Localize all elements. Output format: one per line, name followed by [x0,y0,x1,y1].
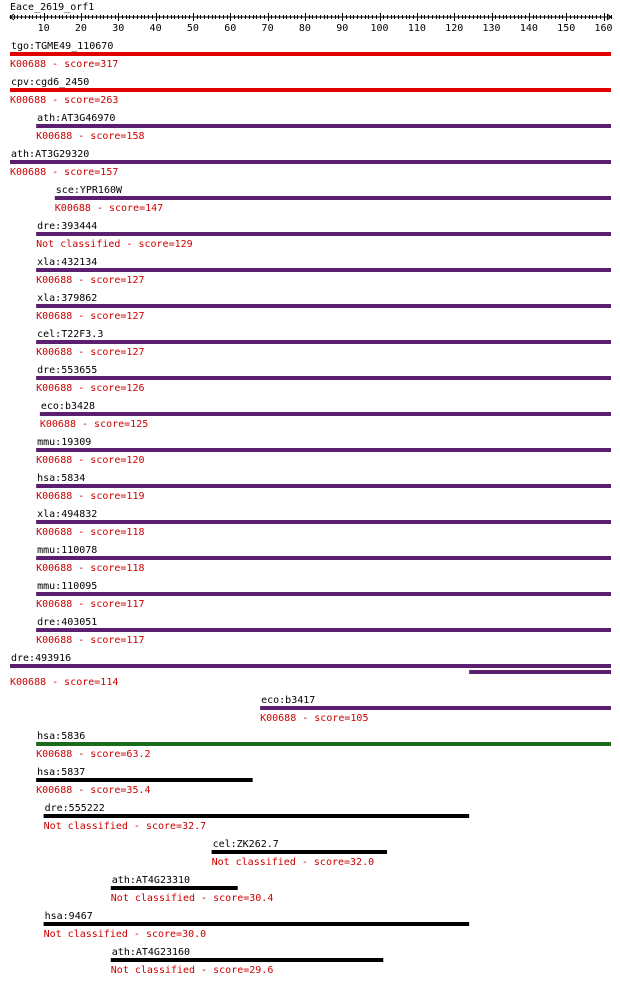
hit-row [36,221,611,250]
hit-row [36,113,611,142]
hit-row [40,401,611,430]
hit-bar[interactable] [36,556,611,560]
hit-row [36,473,611,502]
hit-label[interactable]: K00688 - score=118 [36,527,145,538]
hit-label[interactable]: K00688 - score=125 [39,419,149,430]
hit-row [36,257,611,286]
hit-bar[interactable] [36,232,611,236]
hit-name[interactable]: dre:403051 [37,617,98,628]
hit-name[interactable]: sce:YPR160W [55,185,123,196]
ruler-tick-label: 10 [37,23,50,34]
ruler-tick-label: 160 [594,23,613,34]
hit-bar[interactable] [10,88,611,92]
hit-name[interactable]: mmu:19309 [37,437,92,448]
hit-row [10,149,611,178]
hit-label[interactable]: K00688 - score=117 [36,599,145,610]
hit-row [44,911,470,940]
ruler-tick-label: 130 [482,23,501,34]
hit-name[interactable]: hsa:5834 [37,473,86,484]
hit-label[interactable]: K00688 - score=105 [260,713,369,724]
hit-row [10,41,611,70]
hit-bar[interactable] [44,922,470,926]
hit-label[interactable]: K00688 - score=127 [36,347,145,358]
hit-name[interactable]: xla:432134 [37,257,98,268]
ruler-tick-label: 70 [261,23,274,34]
hit-label[interactable]: K00688 - score=126 [36,383,145,394]
hit-label[interactable]: K00688 - score=158 [36,131,145,142]
hit-bar[interactable] [36,778,253,782]
hit-label[interactable]: K00688 - score=117 [36,635,145,646]
hit-row [36,329,611,358]
hit-name[interactable]: ath:AT3G29320 [11,149,90,160]
ruler-tick-label: 90 [336,23,349,34]
hit-bar[interactable] [10,160,611,164]
hit-bar[interactable] [36,304,611,308]
hit-bar[interactable] [55,196,611,200]
hit-bar[interactable] [36,484,611,488]
hit-name[interactable]: cel:T22F3.3 [37,329,104,340]
hit-name[interactable]: ath:AT4G23160 [111,947,191,958]
hit-name[interactable]: dre:555222 [44,803,105,814]
hit-name[interactable]: eco:b3428 [40,401,96,412]
hit-row [36,293,611,322]
hit-list [10,41,611,976]
hit-name[interactable]: hsa:5836 [37,731,86,742]
hit-bar[interactable] [36,628,611,632]
position-ruler [10,13,613,34]
ruler-tick-label: 20 [74,23,87,34]
hit-name[interactable]: hsa:9467 [44,911,93,922]
hit-name[interactable]: ath:AT3G46970 [37,113,116,124]
hit-label[interactable]: Not classified - score=29.6 [110,965,274,976]
hit-row [36,545,611,574]
hit-label[interactable]: Not classified - score=30.4 [110,893,274,904]
hit-bar[interactable] [212,850,387,854]
hit-name[interactable]: cel:ZK262.7 [212,839,279,850]
hit-bar[interactable] [44,814,470,818]
hit-row [36,731,611,760]
hit-bar[interactable] [40,412,611,416]
hit-label[interactable]: K00688 - score=63.2 [36,749,151,760]
hit-bar[interactable] [260,706,611,710]
ruler-tick-label: 40 [149,23,162,34]
hit-bar[interactable] [36,268,611,272]
ruler-tick-label: 150 [557,23,576,34]
hit-label[interactable]: Not classified - score=30.0 [43,929,207,940]
hit-bar[interactable] [10,52,611,56]
hit-label[interactable]: K00688 - score=157 [10,167,119,178]
hit-bar[interactable] [36,340,611,344]
hit-bar[interactable] [111,886,238,890]
ruler-tick-label: 60 [224,23,237,34]
hit-row [111,875,274,904]
hit-name[interactable]: hsa:5837 [37,767,86,778]
hit-row [44,803,470,832]
hit-label[interactable]: K00688 - score=317 [10,59,119,70]
hit-name[interactable]: xla:494832 [37,509,98,520]
hit-label[interactable]: K00688 - score=263 [10,95,119,106]
hit-name[interactable]: eco:b3417 [261,695,316,706]
hit-row [212,839,387,868]
hit-row [55,185,611,214]
hit-bar[interactable] [36,520,611,524]
hit-bar[interactable] [36,592,611,596]
hit-row [260,695,611,724]
hit-label[interactable]: Not classified - score=32.0 [211,857,375,868]
hit-name[interactable]: mmu:110095 [37,581,98,592]
ruler-tick-label: 110 [407,23,426,34]
ruler-tick-label: 120 [445,23,464,34]
hit-label[interactable]: K00688 - score=35.4 [36,785,151,796]
hit-bar[interactable] [111,958,384,962]
hit-bar[interactable] [36,448,611,452]
hit-name[interactable]: tgo:TGME49_110670 [11,41,114,52]
hit-bar[interactable] [36,742,611,746]
hit-label[interactable]: K00688 - score=119 [36,491,145,502]
hit-row [36,437,611,466]
hit-name[interactable]: dre:493916 [11,653,72,664]
hit-row [111,947,384,976]
hit-label[interactable]: K00688 - score=118 [36,563,145,574]
hit-row [10,653,611,688]
hit-row [36,509,611,538]
hit-label[interactable]: K00688 - score=147 [54,203,164,214]
hit-row [36,365,611,394]
hit-bar[interactable] [10,664,611,668]
ruler-tick-label: 30 [112,23,125,34]
hit-name[interactable]: xla:379862 [37,293,98,304]
hit-name[interactable]: ath:AT4G23310 [111,875,191,886]
query-title: Eace_2619_orf1 [10,2,95,13]
hit-label[interactable]: K00688 - score=127 [36,275,145,286]
hit-name[interactable]: mmu:110078 [37,545,98,556]
hit-label[interactable]: Not classified - score=129 [36,239,193,250]
ruler-tick-label: 140 [519,23,538,34]
hit-label[interactable]: K00688 - score=114 [10,677,119,688]
ruler-tick-label: 50 [186,23,199,34]
hit-label[interactable]: Not classified - score=32.7 [43,821,207,832]
ruler-tick-label: 100 [370,23,389,34]
hit-name[interactable]: dre:553655 [37,365,98,376]
hit-label[interactable]: K00688 - score=127 [36,311,145,322]
hit-bar[interactable] [36,376,611,380]
hit-name[interactable]: dre:393444 [37,221,98,232]
hit-bar-secondary[interactable] [469,670,611,674]
hit-row [10,77,611,106]
hit-row [36,617,611,646]
hit-row [36,581,611,610]
ruler-tick-label: 80 [298,23,311,34]
hit-name[interactable]: cpv:cgd6_2450 [11,77,90,88]
hit-row [36,767,253,796]
hit-label[interactable]: K00688 - score=120 [36,455,145,466]
hit-bar[interactable] [36,124,611,128]
